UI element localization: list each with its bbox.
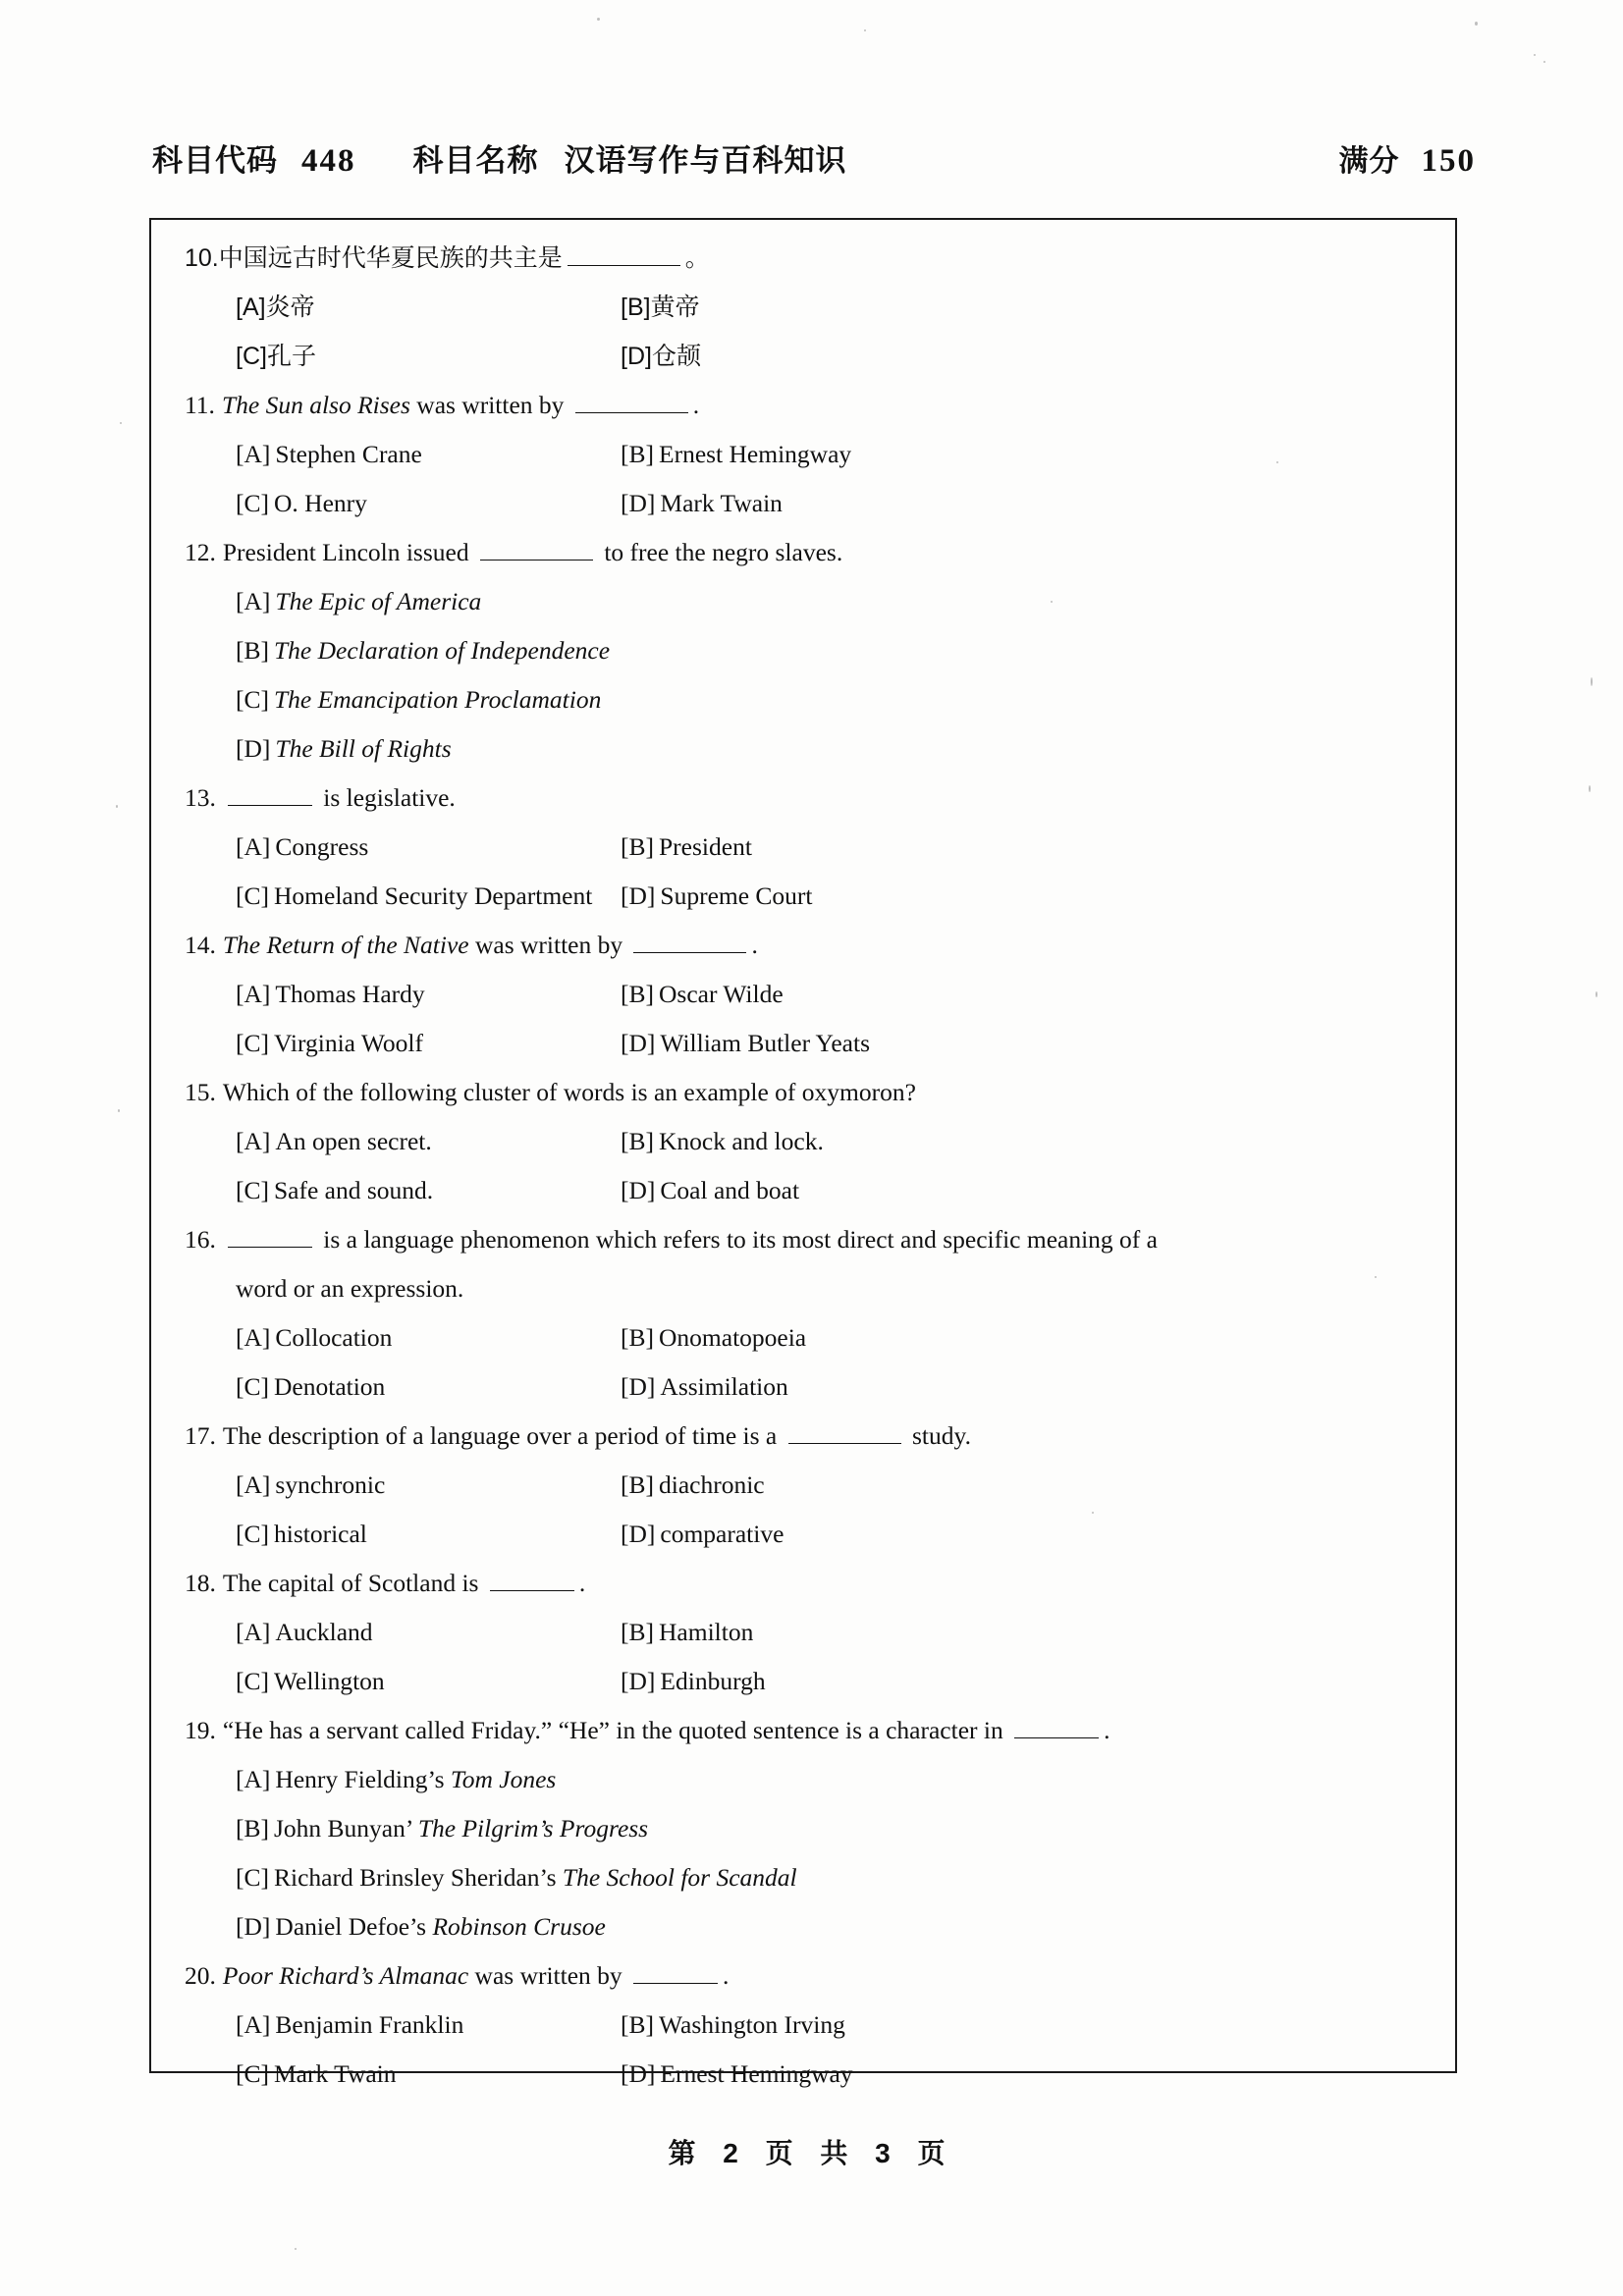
option-text: 仓颉 xyxy=(651,343,701,370)
question-stem xyxy=(185,774,1428,823)
option-text: comparative xyxy=(660,1520,784,1548)
question-stem xyxy=(185,381,1428,430)
option-text: Daniel Defoe’s xyxy=(275,1912,433,1941)
option-row xyxy=(185,823,1428,872)
option-item[interactable] xyxy=(621,1510,1428,1559)
option-item[interactable] xyxy=(185,1853,1428,1902)
question-title: Poor Richard’s Almanac xyxy=(222,1961,469,1990)
option-text: Ernest Hemingway xyxy=(659,440,852,468)
option-item[interactable] xyxy=(621,1362,1428,1412)
question-text-tail: . xyxy=(578,1569,586,1597)
option-label: [D] xyxy=(621,1372,656,1401)
option-text: Mark Twain xyxy=(274,2059,397,2088)
option-item[interactable] xyxy=(621,332,1428,381)
option-text: synchronic xyxy=(275,1470,386,1499)
option-label: [C] xyxy=(236,1863,269,1892)
option-label: [D] xyxy=(621,881,656,910)
option-item[interactable] xyxy=(185,675,1428,724)
question-item xyxy=(185,234,1428,381)
question-text: The capital of Scotland is xyxy=(222,1569,485,1597)
question-title: The Return of the Native xyxy=(222,931,469,959)
subject-name-label: 科目名称 xyxy=(412,143,539,178)
question-number: 12. xyxy=(185,538,216,566)
option-text: Hamilton xyxy=(659,1618,754,1646)
question-text: was written by xyxy=(468,931,629,959)
option-label: [D] xyxy=(236,1912,271,1941)
option-text: President xyxy=(659,832,752,861)
question-text-tail: is a language phenomenon which refers to its most direct and specific meaning of a xyxy=(316,1225,1158,1254)
option-row xyxy=(185,1313,1428,1362)
question-stem xyxy=(185,234,1428,283)
scan-speck xyxy=(1375,1276,1377,1278)
question-item xyxy=(185,1706,1428,1951)
question-item xyxy=(185,1215,1428,1412)
option-item[interactable] xyxy=(236,2001,621,2050)
option-row xyxy=(185,1461,1428,1510)
scan-speck xyxy=(1543,61,1545,63)
option-label: [C] xyxy=(236,1520,269,1548)
option-row xyxy=(185,430,1428,479)
option-label: [A] xyxy=(236,1127,271,1155)
question-item xyxy=(185,921,1428,1068)
option-label: [B] xyxy=(621,2010,654,2039)
option-item[interactable] xyxy=(236,1461,621,1510)
option-item[interactable] xyxy=(236,1608,621,1657)
question-item xyxy=(185,774,1428,921)
question-stem xyxy=(185,528,1428,577)
option-row xyxy=(185,1510,1428,1559)
option-text: Edinburgh xyxy=(660,1667,766,1695)
option-text: Homeland Security Department xyxy=(274,881,593,910)
option-item[interactable] xyxy=(621,479,1428,528)
option-title: The Declaration of Independence xyxy=(274,636,611,665)
question-stem xyxy=(185,1706,1428,1755)
answer-blank[interactable] xyxy=(228,781,312,806)
question-number: 16. xyxy=(185,1225,216,1254)
question-number: 11. xyxy=(185,391,215,419)
option-item[interactable] xyxy=(185,577,1428,626)
option-label: [C] xyxy=(236,685,269,714)
option-label: [D] xyxy=(621,1029,656,1057)
option-label: [A] xyxy=(236,832,271,861)
option-item[interactable] xyxy=(621,872,1428,921)
option-text: Assimilation xyxy=(660,1372,788,1401)
question-text: President Lincoln issued xyxy=(222,538,475,566)
option-item[interactable] xyxy=(621,823,1428,872)
scan-speck xyxy=(295,2248,297,2250)
option-item[interactable] xyxy=(236,430,621,479)
question-stem xyxy=(185,1412,1428,1461)
option-row xyxy=(185,332,1428,381)
option-text: Knock and lock. xyxy=(659,1127,824,1155)
option-label: [C] xyxy=(236,1029,269,1057)
question-text: was written by xyxy=(409,391,570,419)
option-title: Tom Jones xyxy=(450,1765,557,1793)
option-label: [D] xyxy=(621,2059,656,2088)
option-text: William Butler Yeats xyxy=(660,1029,870,1057)
option-label: [A] xyxy=(236,1618,271,1646)
option-item[interactable] xyxy=(621,2001,1428,2050)
option-text: Onomatopoeia xyxy=(659,1323,807,1352)
option-title: The Emancipation Proclamation xyxy=(274,685,602,714)
option-label: [A] xyxy=(236,294,266,321)
option-text: Oscar Wilde xyxy=(659,980,784,1008)
option-row xyxy=(185,1657,1428,1706)
question-text: was written by xyxy=(468,1961,629,1990)
question-stem-continuation: word or an expression. xyxy=(236,1274,464,1303)
option-label: [C] xyxy=(236,881,269,910)
option-item[interactable] xyxy=(185,1755,1428,1804)
subject-name-value: 汉语写作与百科知识 xyxy=(564,143,847,178)
full-mark-value: 150 xyxy=(1421,143,1476,179)
question-text-tail: study. xyxy=(905,1421,971,1450)
question-text-tail: . xyxy=(723,1961,730,1990)
option-title: The Pilgrim’s Progress xyxy=(417,1814,649,1842)
option-text: Collocation xyxy=(275,1323,393,1352)
option-label: [B] xyxy=(621,1127,654,1155)
page-header xyxy=(152,135,1476,180)
option-row xyxy=(185,872,1428,921)
option-label: [D] xyxy=(621,1520,656,1548)
option-item[interactable] xyxy=(236,1019,621,1068)
answer-blank[interactable] xyxy=(633,1959,718,1984)
option-label: [D] xyxy=(236,734,271,763)
question-text-tail: to free the negro slaves. xyxy=(597,538,843,566)
question-list xyxy=(185,234,1428,2099)
answer-blank[interactable] xyxy=(480,536,593,561)
option-text: Stephen Crane xyxy=(275,440,422,468)
subject-code-value: 448 xyxy=(301,143,356,179)
option-item[interactable] xyxy=(621,1117,1428,1166)
option-item[interactable] xyxy=(185,1902,1428,1951)
question-item xyxy=(185,1559,1428,1706)
option-label: [A] xyxy=(236,587,271,615)
scan-speck xyxy=(1534,54,1536,56)
option-label: [C] xyxy=(236,1372,269,1401)
option-label: [D] xyxy=(621,1667,656,1695)
option-item[interactable] xyxy=(236,970,621,1019)
option-item[interactable] xyxy=(621,2050,1428,2099)
option-item[interactable] xyxy=(236,283,621,332)
option-text: Safe and sound. xyxy=(274,1176,434,1204)
question-stem xyxy=(185,1068,1428,1117)
option-text: O. Henry xyxy=(274,489,367,517)
scan-speck xyxy=(1092,1512,1094,1514)
option-label: [C] xyxy=(236,489,269,517)
question-number: 20. xyxy=(185,1961,216,1990)
option-item[interactable] xyxy=(236,1510,621,1559)
question-item xyxy=(185,528,1428,774)
option-text: Benjamin Franklin xyxy=(275,2010,464,2039)
question-number: 14. xyxy=(185,931,216,959)
option-item[interactable] xyxy=(621,970,1428,1019)
question-item xyxy=(185,1951,1428,2099)
question-item xyxy=(185,1412,1428,1559)
option-label: [B] xyxy=(621,980,654,1008)
option-label: [B] xyxy=(236,1814,269,1842)
option-text: Supreme Court xyxy=(660,881,813,910)
option-item[interactable] xyxy=(236,2050,621,2099)
option-label: [B] xyxy=(621,1470,654,1499)
option-text: Congress xyxy=(275,832,369,861)
option-label: [A] xyxy=(236,2010,271,2039)
scan-speck xyxy=(864,29,866,31)
option-text: Denotation xyxy=(274,1372,386,1401)
option-text: 黄帝 xyxy=(650,294,700,321)
option-row xyxy=(185,970,1428,1019)
option-label: [B] xyxy=(621,440,654,468)
question-number: 10. xyxy=(185,244,219,272)
question-frame xyxy=(149,218,1457,2088)
question-number: 15. xyxy=(185,1078,216,1106)
option-title: The Bill of Rights xyxy=(275,734,452,763)
option-row xyxy=(185,1166,1428,1215)
option-row xyxy=(185,1117,1428,1166)
answer-blank[interactable] xyxy=(575,389,688,413)
option-label: [C] xyxy=(236,2059,269,2088)
answer-blank[interactable] xyxy=(1014,1714,1099,1738)
option-item[interactable] xyxy=(621,283,1428,332)
option-item[interactable] xyxy=(236,1657,621,1706)
scan-speck xyxy=(116,805,118,808)
option-label: [A] xyxy=(236,1765,271,1793)
scan-speck xyxy=(120,422,122,424)
question-text: Which of the following cluster of words is an example of oxymoron? xyxy=(222,1078,916,1106)
option-text: 炎帝 xyxy=(265,294,315,321)
scan-speck xyxy=(1589,785,1591,792)
option-item[interactable] xyxy=(236,823,621,872)
question-number: 19. xyxy=(185,1716,216,1744)
option-row xyxy=(185,2050,1428,2099)
option-item[interactable] xyxy=(185,626,1428,675)
option-label: [D] xyxy=(621,489,656,517)
option-item[interactable] xyxy=(185,1804,1428,1853)
option-row xyxy=(185,479,1428,528)
option-text: historical xyxy=(274,1520,367,1548)
option-text: Mark Twain xyxy=(660,489,783,517)
answer-blank[interactable] xyxy=(490,1567,574,1591)
option-label: [D] xyxy=(621,343,652,370)
option-text: Richard Brinsley Sheridan’s xyxy=(274,1863,563,1892)
option-row xyxy=(185,1019,1428,1068)
question-text-tail: . xyxy=(1104,1716,1110,1744)
question-title: The Sun also Rises xyxy=(221,391,410,419)
scan-speck xyxy=(1475,22,1478,26)
option-row xyxy=(185,1362,1428,1412)
option-item[interactable] xyxy=(621,1461,1428,1510)
option-item[interactable] xyxy=(236,1166,621,1215)
question-stem xyxy=(185,1559,1428,1608)
question-text: 中国远古时代华夏民族的共主是 xyxy=(218,244,563,272)
option-title: The Epic of America xyxy=(275,587,482,615)
scan-speck xyxy=(118,1109,120,1112)
question-text-tail: . xyxy=(751,931,758,959)
option-label: [C] xyxy=(236,1176,269,1204)
option-label: [A] xyxy=(236,1470,271,1499)
page-footer: 第 2 页 共 3 页 xyxy=(668,2138,955,2168)
question-item xyxy=(185,1068,1428,1215)
full-mark-label: 满分 xyxy=(1338,145,1400,178)
option-item[interactable] xyxy=(621,1019,1428,1068)
question-text: The description of a language over a period of time is a xyxy=(222,1421,784,1450)
option-label: [A] xyxy=(236,980,271,1008)
option-row xyxy=(185,1608,1428,1657)
option-item[interactable] xyxy=(621,1166,1428,1215)
question-text: “He has a servant called Friday.” “He” in the quoted sentence is a character in xyxy=(222,1716,1010,1744)
scan-speck xyxy=(1591,677,1593,686)
question-text-tail: 。 xyxy=(684,244,710,272)
question-text-tail: . xyxy=(692,391,700,419)
option-label: [A] xyxy=(236,1323,271,1352)
scan-speck xyxy=(597,18,600,21)
question-number: 17. xyxy=(185,1421,216,1450)
option-label: [B] xyxy=(621,1323,654,1352)
option-item[interactable] xyxy=(236,479,621,528)
scan-speck xyxy=(1051,601,1053,603)
option-item[interactable] xyxy=(236,1362,621,1412)
option-text: Virginia Woolf xyxy=(274,1029,424,1057)
option-label: [B] xyxy=(621,294,651,321)
subject-code-label: 科目代码 xyxy=(152,143,278,178)
option-text: 孔子 xyxy=(266,343,316,370)
option-text: Thomas Hardy xyxy=(275,980,425,1008)
scan-speck xyxy=(1596,991,1597,997)
option-item[interactable] xyxy=(621,1313,1428,1362)
answer-blank[interactable] xyxy=(633,929,746,953)
answer-blank[interactable] xyxy=(228,1223,312,1248)
option-text: diachronic xyxy=(659,1470,765,1499)
option-item[interactable] xyxy=(236,1313,621,1362)
option-text: Henry Fielding’s xyxy=(275,1765,451,1793)
option-row xyxy=(185,283,1428,332)
option-text: John Bunyan’ xyxy=(274,1814,418,1842)
question-number: 13. xyxy=(185,783,216,812)
option-text: Wellington xyxy=(274,1667,385,1695)
option-label: [B] xyxy=(621,832,654,861)
option-item[interactable] xyxy=(236,872,621,921)
option-text: Coal and boat xyxy=(660,1176,800,1204)
option-label: [C] xyxy=(236,1667,269,1695)
scan-speck xyxy=(1276,461,1278,463)
option-title: Robinson Crusoe xyxy=(432,1912,606,1941)
option-label: [B] xyxy=(621,1618,654,1646)
option-text: Auckland xyxy=(275,1618,373,1646)
option-label: [A] xyxy=(236,440,271,468)
option-item[interactable] xyxy=(236,332,621,381)
option-label: [D] xyxy=(621,1176,656,1204)
option-item[interactable] xyxy=(621,430,1428,479)
answer-blank[interactable] xyxy=(568,241,680,266)
option-text: An open secret. xyxy=(275,1127,432,1155)
option-item[interactable] xyxy=(621,1657,1428,1706)
option-item[interactable] xyxy=(621,1608,1428,1657)
question-stem xyxy=(185,921,1428,970)
question-stem xyxy=(185,1951,1428,2001)
question-text-tail: is legislative. xyxy=(316,783,456,812)
option-label: [B] xyxy=(236,636,269,665)
question-stem xyxy=(185,1215,1428,1264)
option-text: Ernest Hemingway xyxy=(660,2059,853,2088)
option-label: [C] xyxy=(236,343,267,370)
option-text: Washington Irving xyxy=(659,2010,845,2039)
option-row xyxy=(185,2001,1428,2050)
question-number: 18. xyxy=(185,1569,216,1597)
option-title: The School for Scandal xyxy=(562,1863,797,1892)
answer-blank[interactable] xyxy=(788,1419,901,1444)
question-item xyxy=(185,381,1428,528)
option-item[interactable] xyxy=(185,724,1428,774)
option-item[interactable] xyxy=(236,1117,621,1166)
